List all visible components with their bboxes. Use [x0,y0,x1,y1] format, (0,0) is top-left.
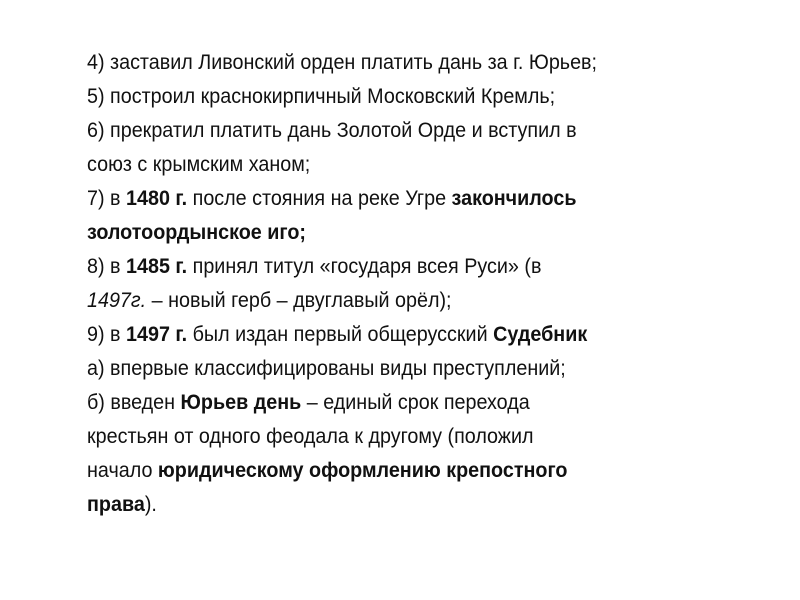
text-segment: 9) в [87,323,127,346]
text-line [87,488,736,522]
text-line [87,386,736,420]
text-segment: права [87,493,145,516]
text-segment: Судебник [493,323,588,346]
text-line [87,420,736,454]
text-line [87,114,736,148]
text-line [87,80,736,114]
text-segment: 4) заставил Ливонский орден платить дань за г. Юрьев; [87,51,598,74]
text-segment: а) впервые классифицированы виды преступлений; [87,357,566,380]
text-segment: б) введен [87,391,181,414]
text-segment: 1497г. [87,289,147,312]
text-line [87,454,736,488]
text-segment: 7) в [87,187,127,210]
text-segment: принял титул «государя всея Руси» (в [187,255,542,278]
text-block [87,46,736,522]
text-segment: 1480 г. [126,187,188,210]
text-line [87,182,736,216]
text-segment: 1497 г. [126,323,188,346]
text-segment: – новый герб – двуглавый орёл); [146,289,452,312]
text-line [87,284,736,318]
text-line [87,250,736,284]
text-segment: золотоордынское иго; [87,221,306,244]
text-segment: – единый срок перехода [301,391,530,414]
text-segment: закончилось [451,187,577,210]
text-line [87,46,736,80]
text-segment: был издан первый общерусский [187,323,494,346]
text-line [87,352,736,386]
text-segment: 8) в [87,255,127,278]
text-line [87,216,736,250]
text-segment: 1485 г. [126,255,188,278]
text-segment: 6) прекратил платить дань Золотой Орде и вступил в [87,119,577,142]
text-line [87,318,736,352]
text-segment: после стояния на реке Угре [187,187,452,210]
text-segment: ). [144,493,157,516]
text-line [87,148,736,182]
text-segment: Юрьев день [180,391,302,414]
text-segment: крестьян от одного феодала к другому (положил [87,425,534,448]
text-segment: 5) построил краснокирпичный Московский Кремль; [87,85,556,108]
text-segment: начало [87,459,158,482]
text-segment: юридическому оформлению крепостного [157,459,568,482]
text-segment: союз с крымским ханом; [87,153,311,176]
